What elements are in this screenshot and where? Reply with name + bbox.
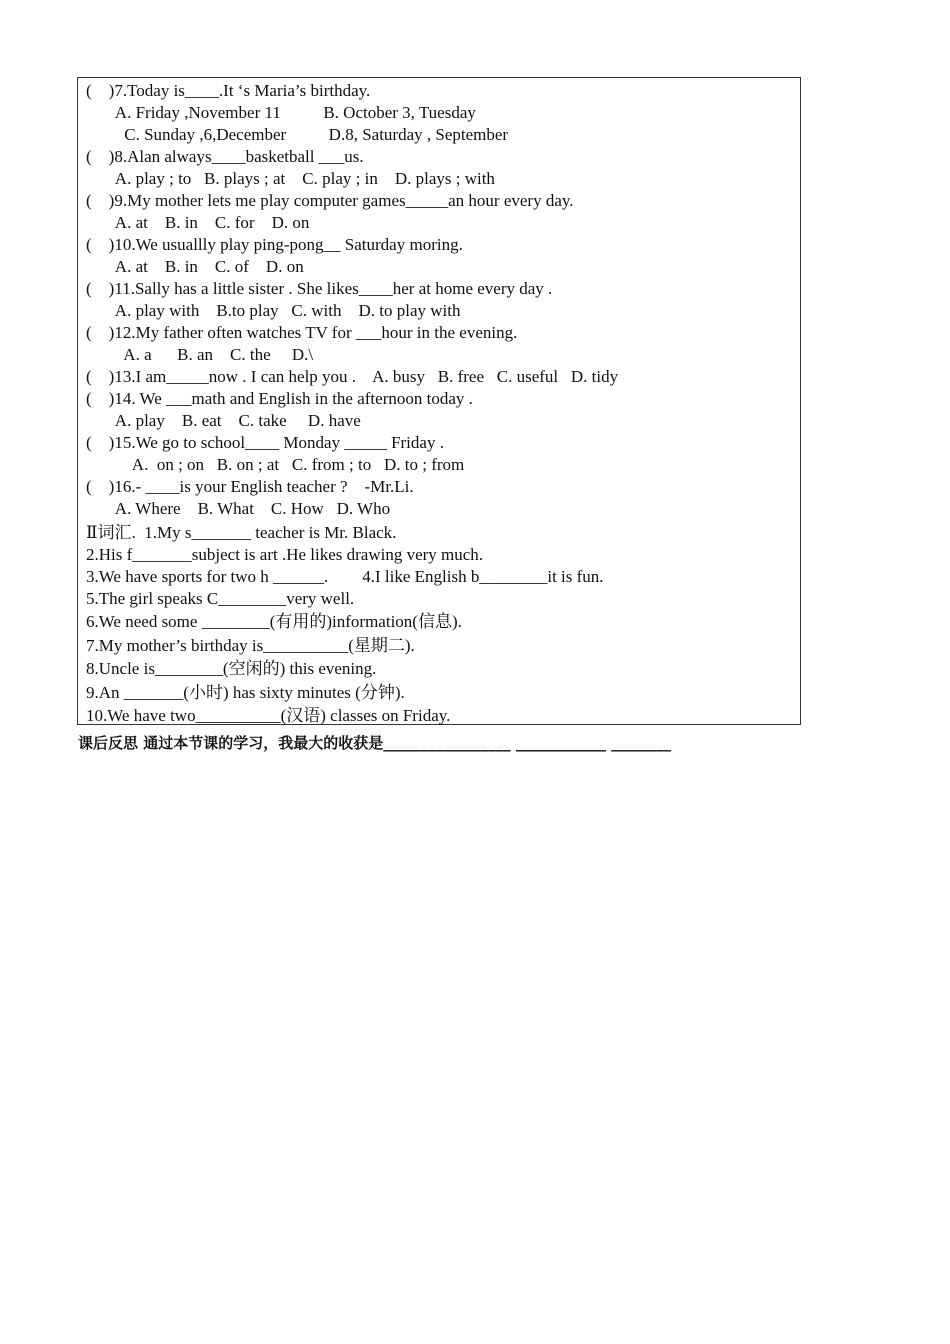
vocab-8: 8.Uncle is________(空闲的) this evening.	[86, 659, 377, 678]
question-7: ( )7.Today is____.It ‘s Maria’s birthday.	[86, 81, 371, 100]
question-15: ( )15.We go to school____ Monday _____ Friday .	[86, 433, 444, 452]
vocab-9: 9.An _______(小时) has sixty minutes (分钟).	[86, 683, 405, 702]
question-15-options: A. on ; on B. on ; at C. from ; to D. to ; from	[86, 455, 465, 474]
question-9-options: A. at B. in C. for D. on	[86, 213, 310, 232]
vocab-1: Ⅱ词汇. 1.My s_______ teacher is Mr. Black.	[86, 523, 397, 542]
question-11: ( )11.Sally has a little sister . She likes____her at home every day .	[86, 279, 553, 298]
vocab-3-4: 3.We have sports for two h ______. 4.I like English b________it is fun.	[86, 567, 604, 586]
question-11-options: A. play with B.to play C. with D. to play with	[86, 301, 461, 320]
question-12-options: A. a B. an C. the D.\	[86, 345, 314, 364]
vocab-2: 2.His f_______subject is art .He likes drawing very much.	[86, 545, 484, 564]
question-10: ( )10.We usuallly play ping-pong__ Saturday moring.	[86, 235, 463, 254]
question-7-options-ab: A. Friday ,November 11 B. October 3, Tuesday	[86, 103, 476, 122]
question-14-options: A. play B. eat C. take D. have	[86, 411, 361, 430]
vocab-6: 6.We need some ________(有用的)information(信息).	[86, 612, 462, 631]
question-9: ( )9.My mother lets me play computer games_____an hour every day.	[86, 191, 574, 210]
question-13: ( )13.I am_____now . I can help you . A. busy B. free C. useful D. tidy	[86, 367, 619, 386]
question-16: ( )16.- ____is your English teacher ? -Mr.Li.	[86, 477, 414, 496]
question-10-options: A. at B. in C. of D. on	[86, 257, 304, 276]
question-12: ( )12.My father often watches TV for ___hour in the evening.	[86, 323, 518, 342]
vocab-5: 5.The girl speaks C________very well.	[86, 589, 355, 608]
reflection-footer: 课后反思 通过本节课的学习，我最大的收获是_________________ ____________ ________	[78, 734, 672, 752]
question-7-options-cd: C. Sunday ,6,December D.8, Saturday , September	[86, 125, 509, 144]
question-8-options: A. play ; to B. plays ; at C. play ; in D. plays ; with	[86, 169, 495, 188]
question-8: ( )8.Alan always____basketball ___us.	[86, 147, 364, 166]
vocab-10: 10.We have two__________(汉语) classes on Friday.	[86, 706, 451, 725]
question-16-options: A. Where B. What C. How D. Who	[86, 499, 391, 518]
vocab-7: 7.My mother’s birthday is__________(星期二).	[86, 636, 415, 655]
question-14: ( )14. We ___math and English in the afternoon today .	[86, 389, 473, 408]
